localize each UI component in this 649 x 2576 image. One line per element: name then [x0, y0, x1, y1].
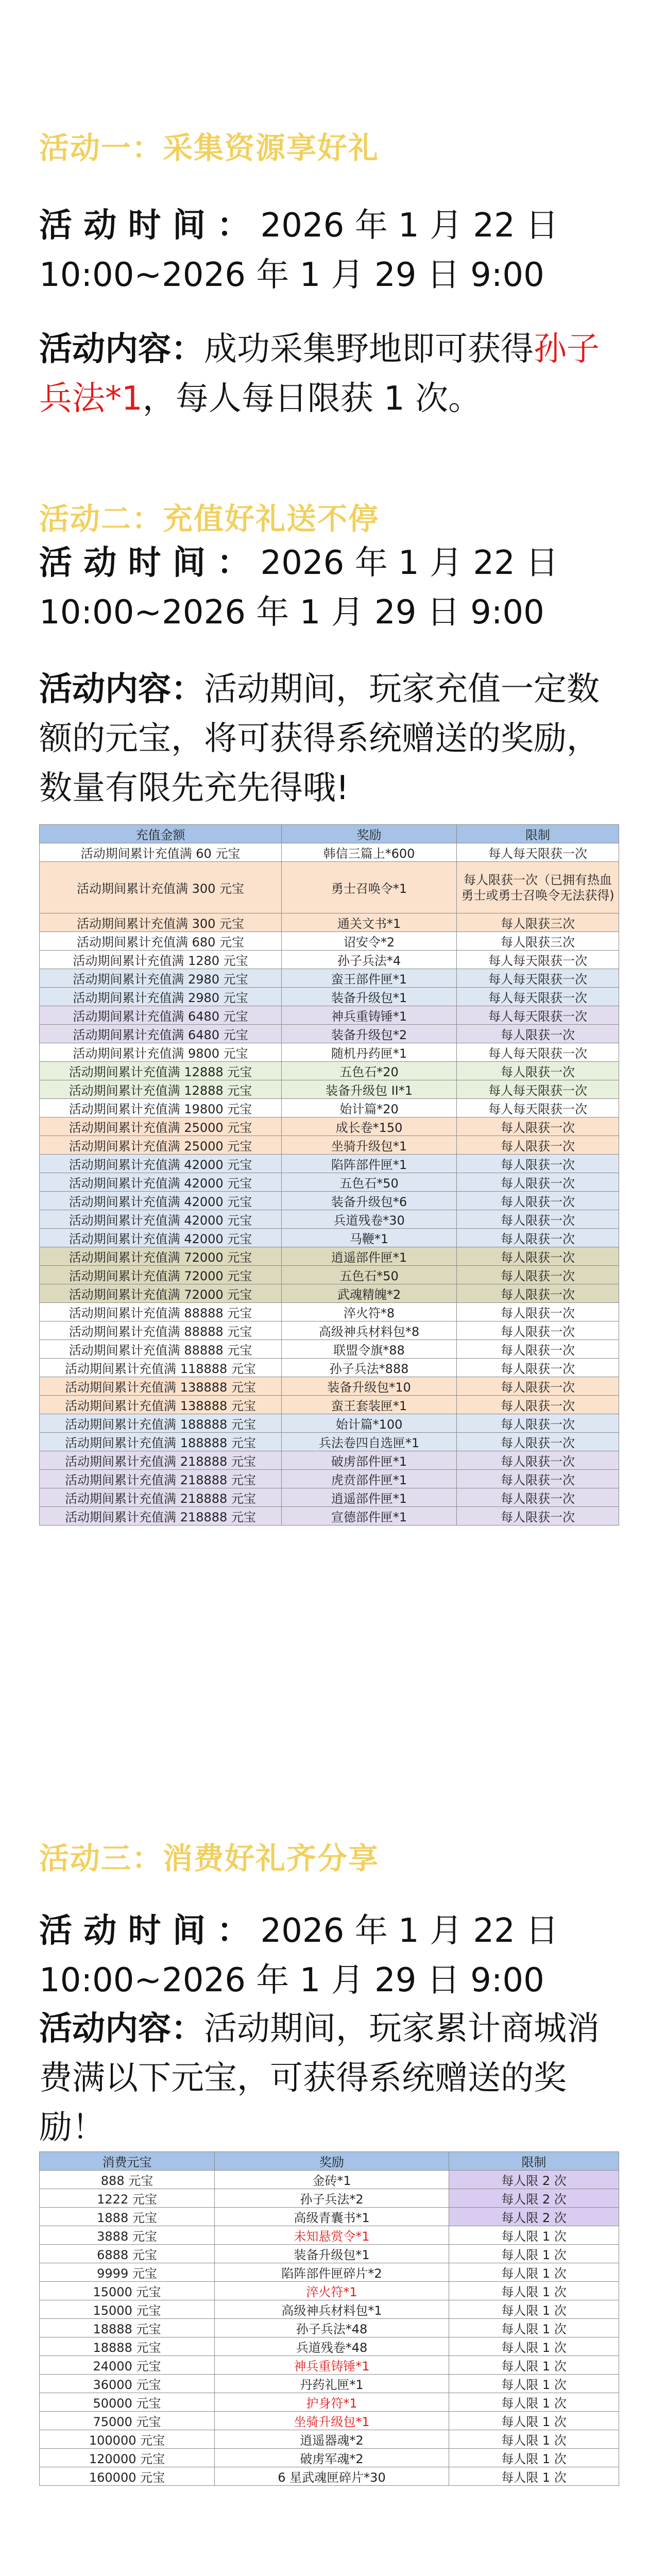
cell-limit: 每人限获一次 — [457, 1303, 619, 1321]
table-row — [40, 1099, 619, 1117]
header-spend: 消费元宝 — [40, 2152, 215, 2171]
consumption-table-header — [40, 2152, 619, 2171]
cell-amount: 160000 元宝 — [40, 2467, 215, 2486]
cell-amount: 18888 元宝 — [40, 2319, 215, 2337]
cell-reward: 装备升级包*1 — [215, 2245, 449, 2263]
table-row — [40, 913, 619, 932]
table-row — [40, 2375, 619, 2393]
cell-reward: 五色石*50 — [282, 1173, 457, 1192]
table-row — [40, 2226, 619, 2245]
cell-amount: 888 元宝 — [40, 2171, 215, 2189]
section1-time — [39, 201, 619, 300]
cell-reward: 五色石*50 — [282, 1266, 457, 1284]
table-row — [40, 843, 619, 862]
table-row — [40, 1192, 619, 1210]
table-row — [40, 2449, 619, 2467]
table-row — [40, 1359, 619, 1377]
cell-reward: 韩信三篇上*600 — [282, 843, 457, 862]
cell-limit: 每人限 2 次 — [449, 2171, 619, 2189]
table-row — [40, 1136, 619, 1155]
cell-limit: 每人限获一次 — [457, 1117, 619, 1136]
cell-amount: 活动期间累计充值满 9800 元宝 — [40, 1043, 282, 1062]
section3-content-label: 活动内容： — [39, 2010, 204, 2048]
cell-amount: 活动期间累计充值满 25000 元宝 — [40, 1136, 282, 1155]
header-reward: 奖励 — [215, 2152, 449, 2171]
section2-time-label: 活 动 时 间 ： — [39, 544, 250, 582]
cell-limit: 每人限获一次 — [457, 1414, 619, 1433]
cell-amount: 活动期间累计充值满 300 元宝 — [40, 913, 282, 932]
table-row — [40, 2430, 619, 2449]
cell-limit: 每人限 1 次 — [449, 2430, 619, 2449]
table-row — [40, 2245, 619, 2263]
cell-limit: 每人限获一次 — [457, 1377, 619, 1396]
section2-content — [39, 665, 619, 813]
cell-limit: 每人限 2 次 — [449, 2189, 619, 2208]
cell-amount: 活动期间累计充值满 6480 元宝 — [40, 1025, 282, 1043]
cell-limit: 每人限获一次 — [457, 1025, 619, 1043]
table-row — [40, 1247, 619, 1266]
cell-reward: 坐骑升级包*1 — [282, 1136, 457, 1155]
cell-amount: 活动期间累计充值满 680 元宝 — [40, 932, 282, 951]
cell-amount: 活动期间累计充值满 12888 元宝 — [40, 1062, 282, 1080]
cell-reward: 兵法卷四自选匣*1 — [282, 1433, 457, 1451]
cell-limit: 每人每天限获一次 — [457, 1080, 619, 1099]
cell-limit: 每人限获三次 — [457, 913, 619, 932]
cell-limit: 每人限 1 次 — [449, 2467, 619, 2486]
cell-amount: 活动期间累计充值满 88888 元宝 — [40, 1321, 282, 1340]
cell-limit: 每人限获一次 — [457, 1488, 619, 1507]
cell-reward: 孙子兵法*2 — [215, 2189, 449, 2208]
cell-reward: 孙子兵法*48 — [215, 2319, 449, 2337]
table-row — [40, 1229, 619, 1247]
table-row — [40, 1117, 619, 1136]
cell-reward: 蛮王部件匣*1 — [282, 969, 457, 988]
table-row — [40, 1396, 619, 1414]
cell-amount: 活动期间累计充值满 138888 元宝 — [40, 1396, 282, 1414]
cell-limit: 每人限 1 次 — [449, 2375, 619, 2393]
cell-reward: 逍遥部件匣*1 — [282, 1247, 457, 1266]
cell-limit: 每人限 1 次 — [449, 2393, 619, 2412]
cell-reward: 诏安令*2 — [282, 932, 457, 951]
cell-reward: 陷阵部件匣*1 — [282, 1155, 457, 1173]
cell-amount: 活动期间累计充值满 6480 元宝 — [40, 1006, 282, 1025]
cell-limit: 每人限获一次 — [457, 1192, 619, 1210]
cell-reward: 蛮王套装匣*1 — [282, 1396, 457, 1414]
table-row — [40, 2337, 619, 2356]
table-row — [40, 969, 619, 988]
section2-time — [39, 538, 619, 637]
cell-limit: 每人限获一次 — [457, 1433, 619, 1451]
cell-amount: 活动期间累计充值满 2980 元宝 — [40, 988, 282, 1006]
section1-time-label: 活 动 时 间 ： — [39, 207, 250, 245]
cell-limit: 每人每天限获一次 — [457, 988, 619, 1006]
cell-amount: 活动期间累计充值满 218888 元宝 — [40, 1451, 282, 1470]
cell-amount: 1888 元宝 — [40, 2208, 215, 2226]
cell-amount: 18888 元宝 — [40, 2337, 215, 2356]
section3-time-value: 2026 年 1 月 22 日 10:00~2026 年 1 月 29 日 9:00 — [39, 1912, 559, 1999]
cell-reward: 丹药礼匣*1 — [215, 2375, 449, 2393]
cell-reward: 淬火符*8 — [282, 1303, 457, 1321]
cell-amount: 活动期间累计充值满 42000 元宝 — [40, 1192, 282, 1210]
section3-title: 活动三：消费好礼齐分享 — [39, 1841, 380, 1876]
table-row — [40, 2282, 619, 2300]
table-row — [40, 1173, 619, 1192]
section3-content-text: 活动期间，玩家累计商城消费满以下元宝，可获得系统赠送的奖励！ — [39, 2010, 600, 2147]
table-row — [40, 2208, 619, 2226]
cell-limit: 每人每天限获一次 — [457, 1099, 619, 1117]
table-row — [40, 1210, 619, 1229]
recharge-table — [39, 824, 619, 1526]
cell-amount: 活动期间累计充值满 300 元宝 — [40, 862, 282, 913]
cell-reward: 未知悬赏令*1 — [215, 2226, 449, 2245]
cell-limit: 每人限获一次 — [457, 1229, 619, 1247]
cell-amount: 活动期间累计充值满 19800 元宝 — [40, 1099, 282, 1117]
table-row — [40, 1043, 619, 1062]
cell-reward: 联盟令旗*88 — [282, 1340, 457, 1359]
header-reward: 奖励 — [282, 825, 457, 843]
cell-amount: 1222 元宝 — [40, 2189, 215, 2208]
cell-limit: 每人限获一次 — [457, 1470, 619, 1488]
table-row — [40, 1006, 619, 1025]
cell-limit: 每人限获一次 — [457, 1155, 619, 1173]
cell-limit: 每人限获一次 — [457, 1359, 619, 1377]
section3-time — [39, 1906, 619, 2005]
cell-limit: 每人限获三次 — [457, 932, 619, 951]
cell-reward: 五色石*20 — [282, 1062, 457, 1080]
cell-reward: 装备升级包*1 — [282, 988, 457, 1006]
cell-reward: 破虏部件匣*1 — [282, 1451, 457, 1470]
cell-limit: 每人限获一次 — [457, 1210, 619, 1229]
cell-reward: 马鞭*1 — [282, 1229, 457, 1247]
section3-content — [39, 2004, 619, 2153]
cell-limit: 每人限获一次 — [457, 1136, 619, 1155]
table-row — [40, 1377, 619, 1396]
cell-reward: 通关文书*1 — [282, 913, 457, 932]
cell-limit: 每人每天限获一次 — [457, 1043, 619, 1062]
cell-amount: 活动期间累计充值满 88888 元宝 — [40, 1340, 282, 1359]
cell-limit: 每人限获一次 — [457, 1340, 619, 1359]
table-row — [40, 1266, 619, 1284]
cell-reward: 逍遥器魂*2 — [215, 2430, 449, 2449]
table-row — [40, 1155, 619, 1173]
cell-limit: 每人每天限获一次 — [457, 1006, 619, 1025]
section2-title: 活动二：充值好礼送不停 — [39, 501, 380, 536]
cell-amount: 活动期间累计充值满 218888 元宝 — [40, 1488, 282, 1507]
table-row — [40, 2171, 619, 2189]
cell-amount: 活动期间累计充值满 2980 元宝 — [40, 969, 282, 988]
cell-reward: 始计篇*20 — [282, 1099, 457, 1117]
cell-amount: 活动期间累计充值满 188888 元宝 — [40, 1433, 282, 1451]
table-row — [40, 1321, 619, 1340]
table-row — [40, 1303, 619, 1321]
cell-reward: 高级神兵材料包*8 — [282, 1321, 457, 1340]
header-amount: 充值金额 — [40, 825, 282, 843]
cell-reward: 陷阵部件匣碎片*2 — [215, 2263, 449, 2282]
table-row — [40, 2189, 619, 2208]
cell-limit: 每人每天限获一次 — [457, 951, 619, 969]
cell-reward: 装备升级包 II*1 — [282, 1080, 457, 1099]
cell-limit: 每人限获一次 — [457, 1451, 619, 1470]
cell-amount: 活动期间累计充值满 42000 元宝 — [40, 1173, 282, 1192]
cell-reward: 淬火符*1 — [215, 2282, 449, 2300]
cell-reward: 装备升级包*10 — [282, 1377, 457, 1396]
cell-amount: 活动期间累计充值满 72000 元宝 — [40, 1284, 282, 1303]
cell-amount: 50000 元宝 — [40, 2393, 215, 2412]
cell-reward: 坐骑升级包*1 — [215, 2412, 449, 2430]
cell-amount: 活动期间累计充值满 138888 元宝 — [40, 1377, 282, 1396]
cell-reward: 虎贲部件匣*1 — [282, 1470, 457, 1488]
cell-amount: 活动期间累计充值满 12888 元宝 — [40, 1080, 282, 1099]
table-row — [40, 932, 619, 951]
cell-reward: 兵道残卷*48 — [215, 2337, 449, 2356]
cell-limit: 每人限获一次 — [457, 1173, 619, 1192]
cell-limit: 每人限获一次 — [457, 1247, 619, 1266]
cell-limit: 每人限 1 次 — [449, 2263, 619, 2282]
section3-time-label: 活 动 时 间 ： — [39, 1912, 250, 1950]
section2-content-label: 活动内容： — [39, 670, 204, 708]
section2-content-text: 活动期间，玩家充值一定数额的元宝，将可获得系统赠送的奖励，数量有限先充先得哦! — [39, 670, 600, 807]
cell-limit: 每人限获一次 — [457, 1396, 619, 1414]
cell-amount: 100000 元宝 — [40, 2430, 215, 2449]
cell-reward: 孙子兵法*888 — [282, 1359, 457, 1377]
table-row — [40, 2356, 619, 2375]
cell-amount: 活动期间累计充值满 218888 元宝 — [40, 1470, 282, 1488]
cell-reward: 孙子兵法*4 — [282, 951, 457, 969]
cell-amount: 24000 元宝 — [40, 2356, 215, 2375]
cell-amount: 9999 元宝 — [40, 2263, 215, 2282]
section1-title: 活动一：采集资源享好礼 — [39, 130, 380, 165]
cell-reward: 兵道残卷*30 — [282, 1210, 457, 1229]
cell-limit: 每人限 1 次 — [449, 2356, 619, 2375]
cell-amount: 活动期间累计充值满 25000 元宝 — [40, 1117, 282, 1136]
cell-amount: 活动期间累计充值满 72000 元宝 — [40, 1266, 282, 1284]
cell-reward: 6 星武魂匣碎片*30 — [215, 2467, 449, 2486]
table-row — [40, 1507, 619, 1526]
cell-limit: 每人限 1 次 — [449, 2282, 619, 2300]
section1-content-highlight: 孙子兵法*1 — [39, 330, 600, 418]
cell-limit: 每人限 1 次 — [449, 2319, 619, 2337]
cell-limit: 每人限 1 次 — [449, 2226, 619, 2245]
cell-reward: 金砖*1 — [215, 2171, 449, 2189]
cell-reward: 逍遥部件匣*1 — [282, 1488, 457, 1507]
cell-reward: 护身符*1 — [215, 2393, 449, 2412]
section1-content — [39, 325, 619, 423]
section1-content-post: ，每人每日限获 1 次。 — [142, 380, 482, 418]
table-row — [40, 2412, 619, 2430]
table-row — [40, 2467, 619, 2486]
header-limit: 限制 — [457, 825, 619, 843]
cell-amount: 活动期间累计充值满 42000 元宝 — [40, 1155, 282, 1173]
table-row — [40, 2263, 619, 2282]
table-row — [40, 2319, 619, 2337]
table-row — [40, 1470, 619, 1488]
cell-amount: 活动期间累计充值满 42000 元宝 — [40, 1229, 282, 1247]
cell-limit: 每人限获一次 — [457, 1062, 619, 1080]
cell-limit: 每人限获一次（已拥有热血勇士或勇士召唤令无法获得) — [457, 862, 619, 913]
header-limit: 限制 — [449, 2152, 619, 2171]
cell-limit: 每人限获一次 — [457, 1507, 619, 1526]
cell-amount: 15000 元宝 — [40, 2282, 215, 2300]
cell-amount: 36000 元宝 — [40, 2375, 215, 2393]
section1-content-label: 活动内容： — [39, 330, 204, 368]
table-row — [40, 862, 619, 913]
cell-reward: 勇士召唤令*1 — [282, 862, 457, 913]
cell-amount: 活动期间累计充值满 88888 元宝 — [40, 1303, 282, 1321]
table-row — [40, 1284, 619, 1303]
cell-limit: 每人限 1 次 — [449, 2337, 619, 2356]
cell-limit: 每人限获一次 — [457, 1266, 619, 1284]
section2-time-value: 2026 年 1 月 22 日 10:00~2026 年 1 月 29 日 9:00 — [39, 544, 559, 632]
table-row — [40, 2300, 619, 2319]
cell-reward: 高级神兵材料包*1 — [215, 2300, 449, 2319]
cell-limit: 每人限 2 次 — [449, 2208, 619, 2226]
table-row — [40, 1025, 619, 1043]
table-row — [40, 1340, 619, 1359]
cell-amount: 活动期间累计充值满 218888 元宝 — [40, 1507, 282, 1526]
section1-content-pre: 成功采集野地即可获得 — [204, 330, 534, 368]
cell-amount: 6888 元宝 — [40, 2245, 215, 2263]
cell-limit: 每人限获一次 — [457, 1321, 619, 1340]
cell-amount: 15000 元宝 — [40, 2300, 215, 2319]
cell-reward: 神兵重铸锤*1 — [282, 1006, 457, 1025]
table-row — [40, 1414, 619, 1433]
cell-reward: 神兵重铸锤*1 — [215, 2356, 449, 2375]
cell-reward: 高级青囊书*1 — [215, 2208, 449, 2226]
cell-reward: 破虏军魂*2 — [215, 2449, 449, 2467]
cell-amount: 活动期间累计充值满 188888 元宝 — [40, 1414, 282, 1433]
cell-reward: 始计篇*100 — [282, 1414, 457, 1433]
cell-amount: 120000 元宝 — [40, 2449, 215, 2467]
cell-limit: 每人限 1 次 — [449, 2449, 619, 2467]
cell-reward: 宣德部件匣*1 — [282, 1507, 457, 1526]
cell-amount: 活动期间累计充值满 1280 元宝 — [40, 951, 282, 969]
cell-reward: 成长卷*150 — [282, 1117, 457, 1136]
table-row — [40, 1080, 619, 1099]
recharge-table-header — [40, 825, 619, 843]
table-row — [40, 1062, 619, 1080]
table-row — [40, 1488, 619, 1507]
table-row — [40, 1451, 619, 1470]
cell-amount: 3888 元宝 — [40, 2226, 215, 2245]
table-row — [40, 1433, 619, 1451]
cell-reward: 装备升级包*6 — [282, 1192, 457, 1210]
consumption-table — [39, 2151, 619, 2486]
cell-reward: 装备升级包*2 — [282, 1025, 457, 1043]
cell-amount: 75000 元宝 — [40, 2412, 215, 2430]
cell-amount: 活动期间累计充值满 72000 元宝 — [40, 1247, 282, 1266]
table-row — [40, 988, 619, 1006]
cell-reward: 武魂精魄*2 — [282, 1284, 457, 1303]
cell-limit: 每人限 1 次 — [449, 2412, 619, 2430]
section1-time-value: 2026 年 1 月 22 日 10:00~2026 年 1 月 29 日 9:00 — [39, 207, 559, 294]
cell-limit: 每人限获一次 — [457, 1284, 619, 1303]
table-row — [40, 2393, 619, 2412]
cell-amount: 活动期间累计充值满 42000 元宝 — [40, 1210, 282, 1229]
cell-amount: 活动期间累计充值满 60 元宝 — [40, 843, 282, 862]
cell-limit: 每人限 1 次 — [449, 2245, 619, 2263]
cell-limit: 每人每天限获一次 — [457, 843, 619, 862]
table-row — [40, 951, 619, 969]
cell-reward: 随机丹药匣*1 — [282, 1043, 457, 1062]
cell-limit: 每人限 1 次 — [449, 2300, 619, 2319]
cell-amount: 活动期间累计充值满 118888 元宝 — [40, 1359, 282, 1377]
cell-limit: 每人每天限获一次 — [457, 969, 619, 988]
